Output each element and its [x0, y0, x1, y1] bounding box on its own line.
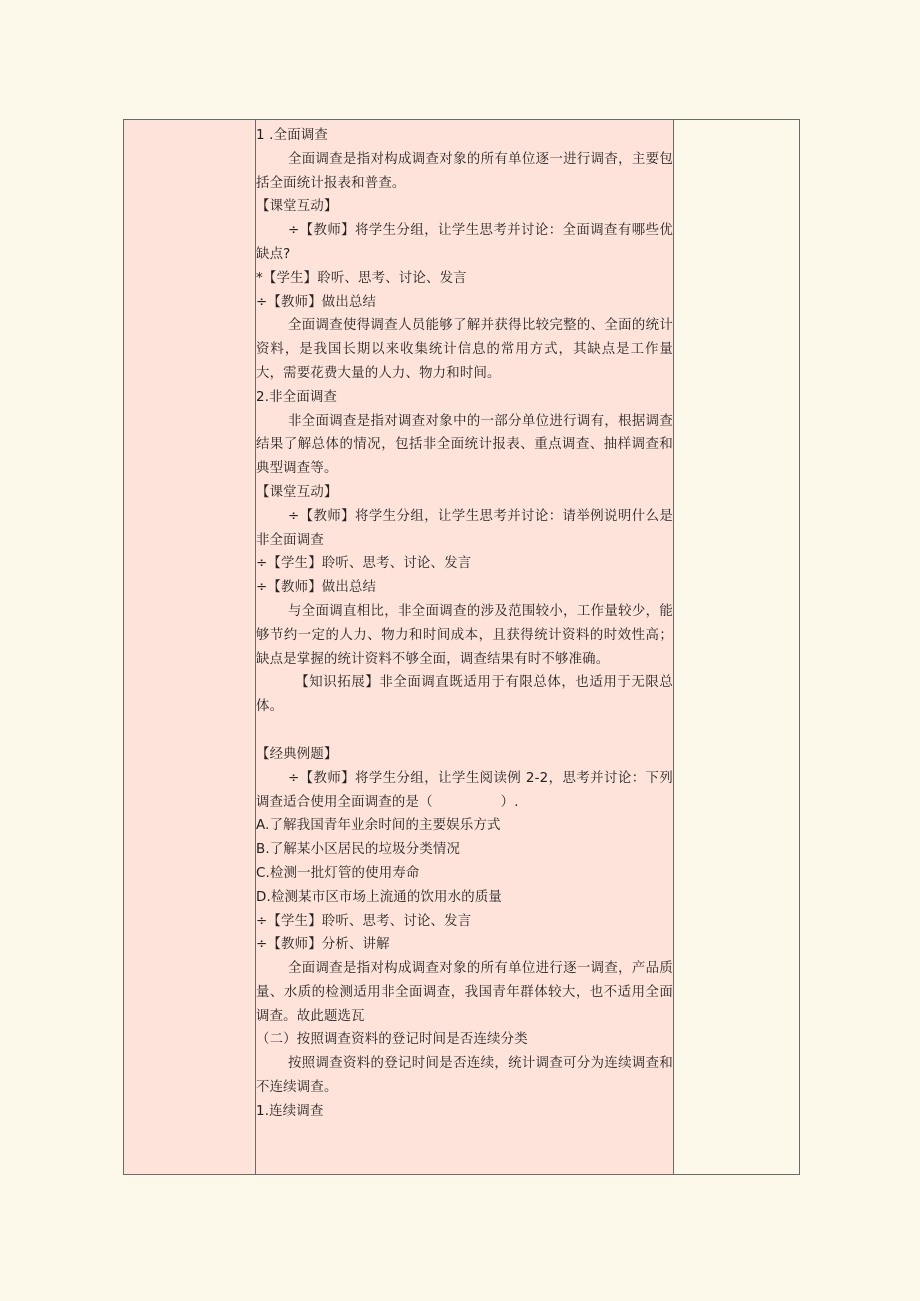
content-line: ÷【教师】做出总结 [256, 294, 377, 310]
content-line: ÷【教师】做出总结 [256, 580, 377, 596]
content-line: （二）按照调查资料的登记时间是否连续分类 [256, 1032, 528, 1048]
content-line: B.了解某小区居民的垃圾分类情况 [256, 842, 461, 858]
content-line: 全面调查使得调查人员能够了解并获得比较完整的、全面的统计资料，是我国长期以来收集统计信息的常用方式，其缺点是工作量大，需要花费大量的人力、物力和时间。 [256, 318, 673, 381]
content-line: ÷【教师】将学生分组，让学生思考并讨论：全面调查有哪些优缺点? [256, 223, 673, 262]
content-line: 【知识拓展】非全面调直既适用于有限总体，也适用于无限总体。 [256, 675, 673, 715]
content-line: 非全面调查是指对调查对象中的一部分单位进行调有，根据调查结果了解总体的情况，包括非全面统计报表、重点调查、抽样调查和典型调查等。 [256, 413, 673, 477]
content-line: *【学生】聆听、思考、讨论、发言 [256, 270, 467, 286]
left-cell [124, 120, 256, 1174]
lesson-content [256, 124, 673, 1124]
content-line: ÷【学生】聆听、思考、讨论、发言 [256, 556, 472, 572]
blank-line [256, 719, 673, 743]
content-line: ÷【教师】分析、讲解 [256, 937, 390, 953]
content-line: 与全面调直相比，非全面调查的涉及范围较小，工作量较少，能够节约一定的人力、物力和时间成本，且获得统计资料的时效性高；缺点是掌握的统计资料不够全面，调查结果有时不够准确。 [256, 603, 673, 667]
content-line: 【课堂互动】 [256, 484, 338, 500]
content-line: ÷【教师】将学生分组，让学生思考并讨论：请举例说明什么是非全面调查 [256, 508, 673, 548]
content-line: ÷【学生】聆听、思考、讨论、发言 [256, 913, 472, 929]
content-line: C.检测一批灯管的使用寿命 [256, 865, 420, 881]
content-line: 2.非全面调查 [256, 389, 338, 405]
content-line: 1.连续调查 [256, 1103, 324, 1119]
right-cell [674, 120, 799, 1174]
content-line: ÷【教师】将学生分组，让学生阅读例 2-2，思考并讨论：下列调查适合使用全面调查的是（ ）. [256, 770, 673, 810]
content-line: 全面调查是指对构成调查对象的所有单位进行逐一调查，产品质量、水质的检测适用非全面调查，我国青年群体较大，也不适用全面调查。故此题选瓦 [256, 961, 673, 1024]
content-cell [256, 120, 674, 1174]
content-line: A.了解我国青年业余时间的主要娱乐方式 [256, 818, 501, 834]
lesson-table [123, 119, 800, 1175]
content-line: 按照调查资料的登记时间是否连续，统计调查可分为连续调查和不连续调查。 [256, 1056, 673, 1096]
content-line: 全面调查是指对构成调查对象的所有单位逐一进行调杳，主要包括全面统计报表和普查。 [256, 151, 673, 191]
content-line: 1 .全面调查 [256, 128, 328, 143]
content-line: D.检测某市区市场上流通的饮用水的质量 [256, 889, 503, 905]
content-line: 【课堂互动】 [256, 199, 338, 215]
content-line: 【经典例题】 [256, 746, 338, 762]
